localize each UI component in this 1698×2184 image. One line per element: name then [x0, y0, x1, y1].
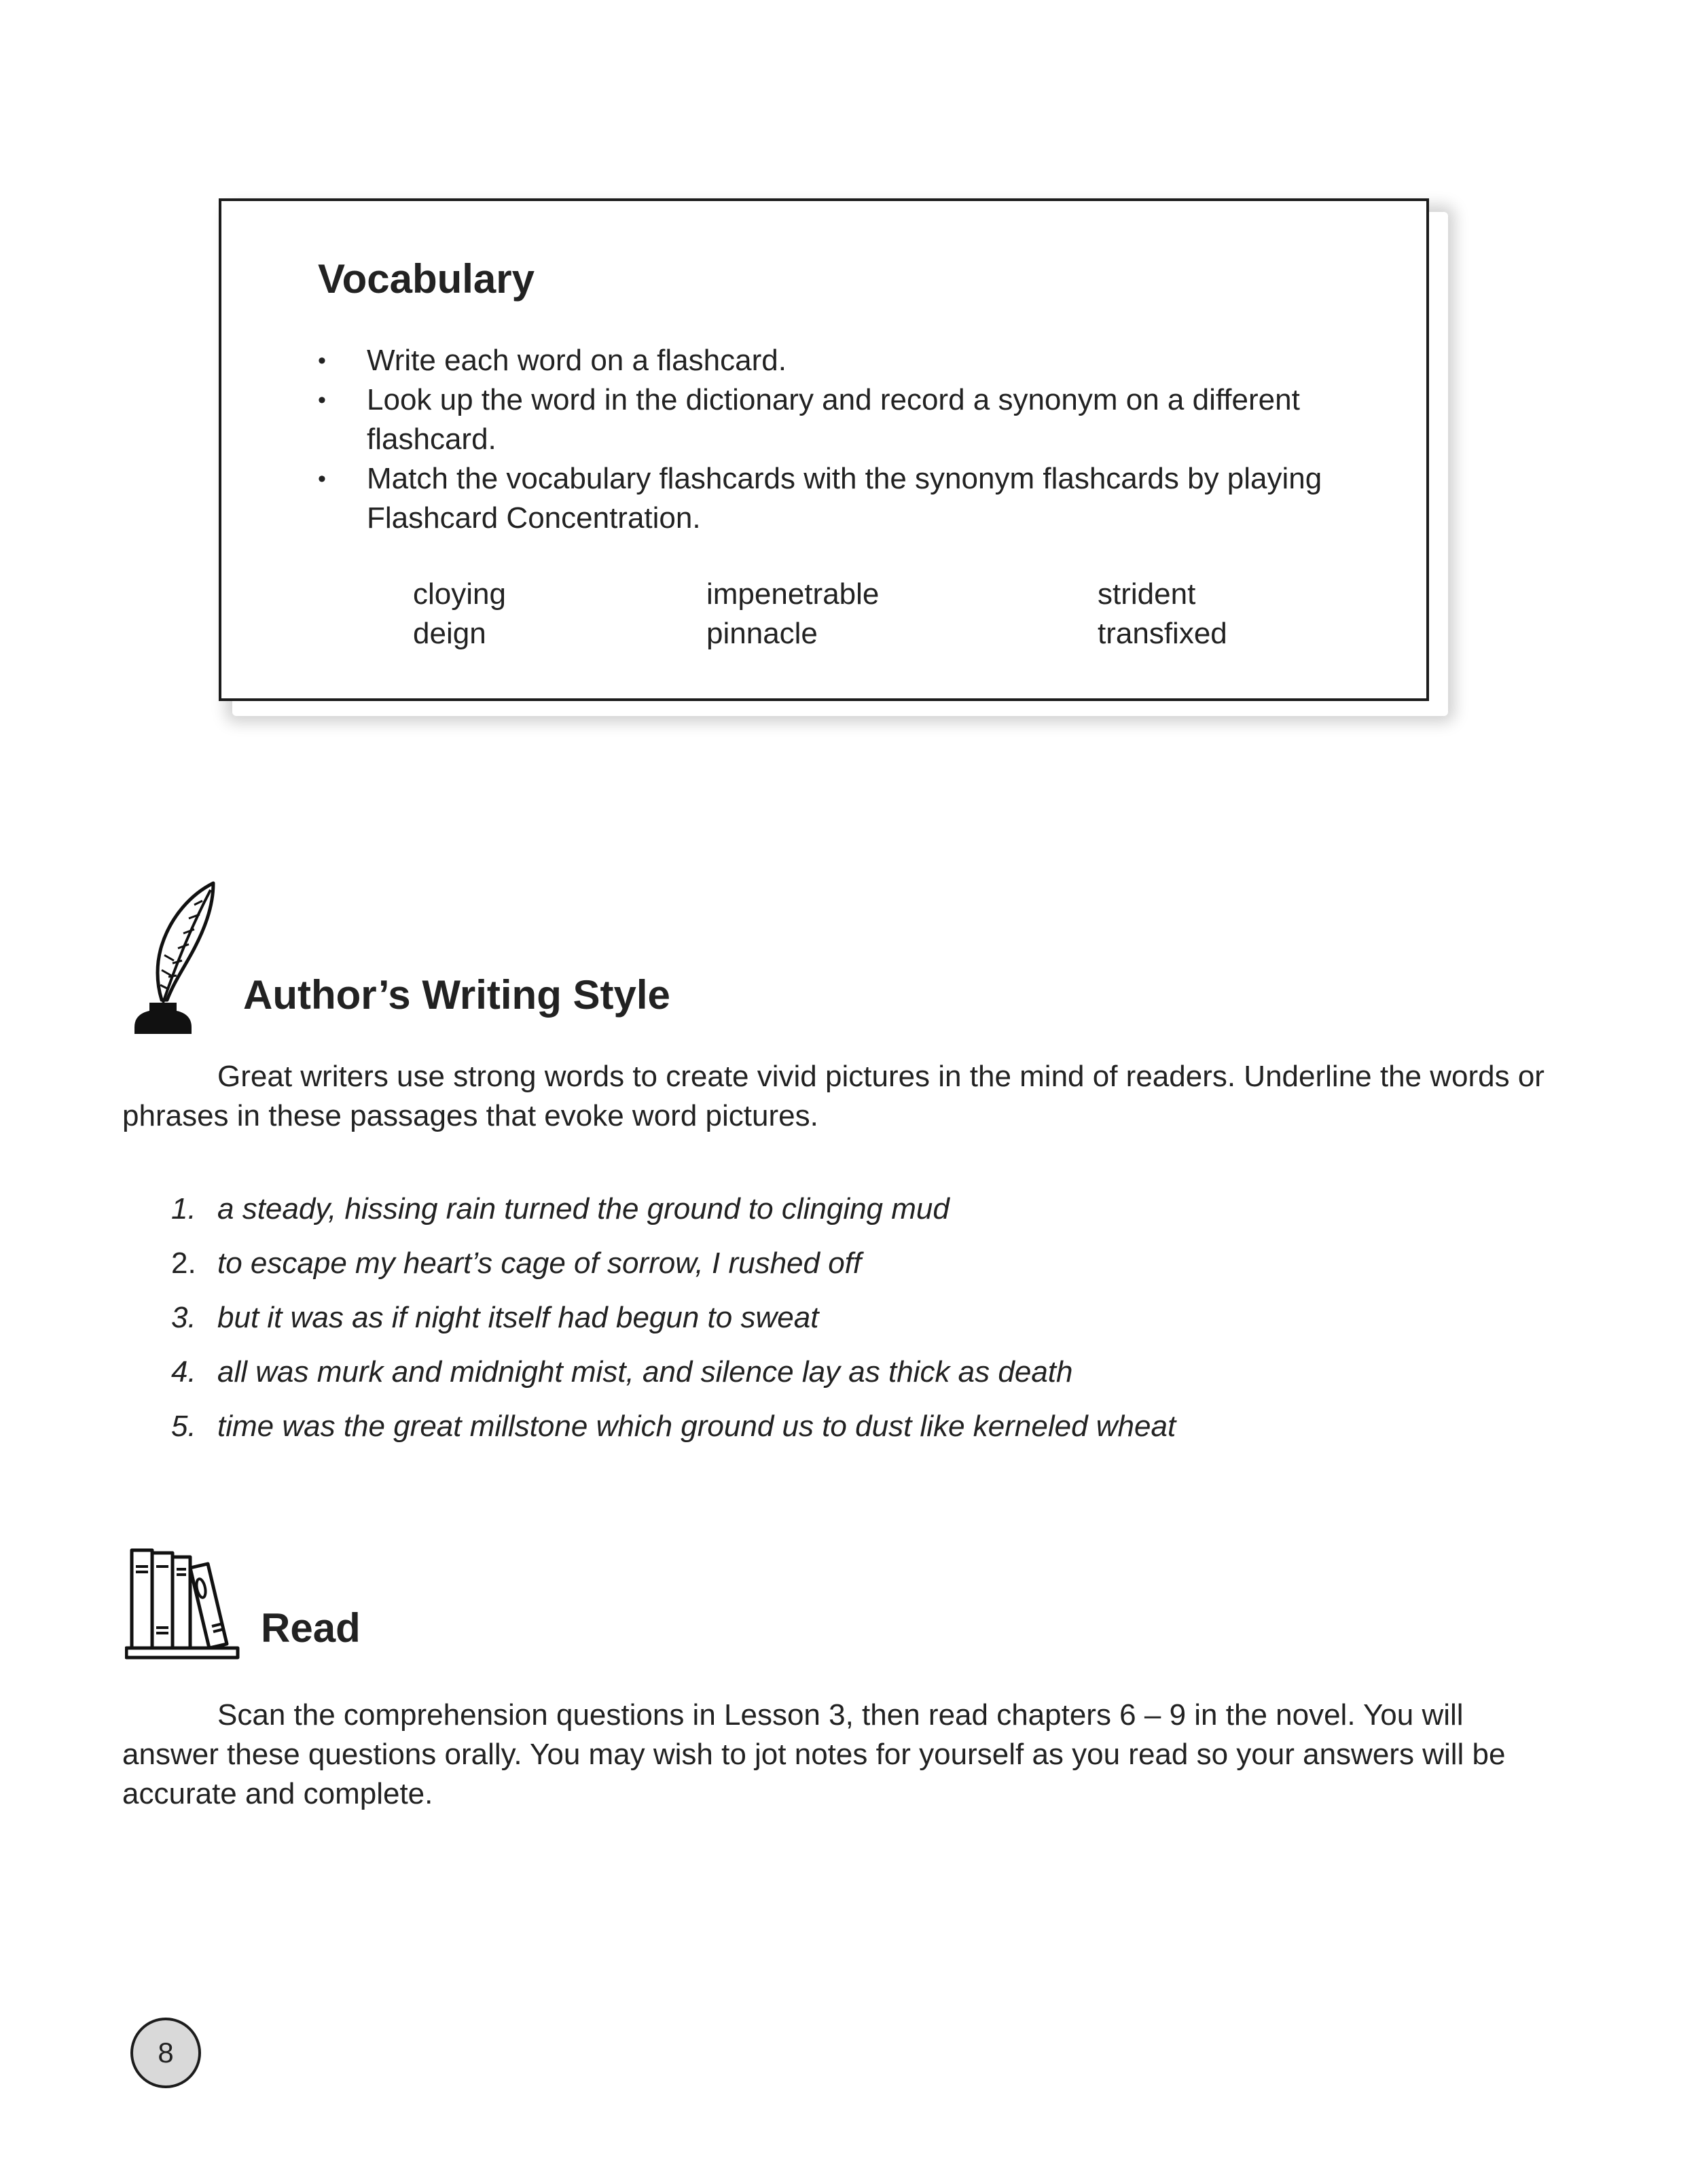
quill-inkwell-icon: [126, 880, 217, 1035]
instruction-item: • Look up the word in the dictionary and record a synonym on a different flashcard.: [318, 383, 1300, 456]
passage-item: 5. time was the great millstone which ground us to dust like kerneled wheat: [171, 1410, 1176, 1443]
vocabulary-instructions: [318, 341, 1350, 538]
vocab-word: cloying: [413, 577, 506, 611]
passage-list: [163, 1182, 1176, 1454]
vocab-word: deign: [413, 617, 486, 650]
passage-item: 4. all was murk and midnight mist, and silence lay as thick as death: [171, 1355, 1073, 1389]
page-number: 8: [130, 2018, 201, 2088]
vocab-word: pinnacle: [706, 617, 818, 650]
passage-item: 3. but it was as if night itself had begun to sweat: [171, 1301, 819, 1334]
vocab-word: strident: [1098, 577, 1196, 611]
vocabulary-word-grid: [413, 575, 1296, 656]
passage-item: 2. to escape my heart’s cage of sorrow, I rushed off: [171, 1247, 862, 1280]
writing-style-intro: Great writers use strong words to create vivid pictures in the mind of readers. Underline the words or phrases in these passages that evoke word pictures.: [122, 1060, 1545, 1132]
vocabulary-box: [219, 198, 1429, 701]
instruction-item: • Write each word on a flashcard.: [318, 344, 787, 377]
writing-style-title: Author’s Writing Style: [243, 972, 670, 1018]
instruction-item: • Match the vocabulary flashcards with the synonym flashcards by playing Flashcard Concentration.: [318, 462, 1322, 535]
vocabulary-title: Vocabulary: [318, 256, 535, 302]
vocab-word: transfixed: [1098, 617, 1227, 650]
read-title: Read: [261, 1605, 361, 1651]
read-body: Scan the comprehension questions in Lesson 3, then read chapters 6 – 9 in the novel. You will answer these questions orally. You may wish to jot notes for yourself as you read so your answers will be accurate and complete.: [122, 1698, 1506, 1810]
books-icon: [125, 1546, 242, 1663]
vocab-word: impenetrable: [706, 577, 880, 611]
passage-item: 1. a steady, hissing rain turned the ground to clinging mud: [171, 1192, 950, 1225]
